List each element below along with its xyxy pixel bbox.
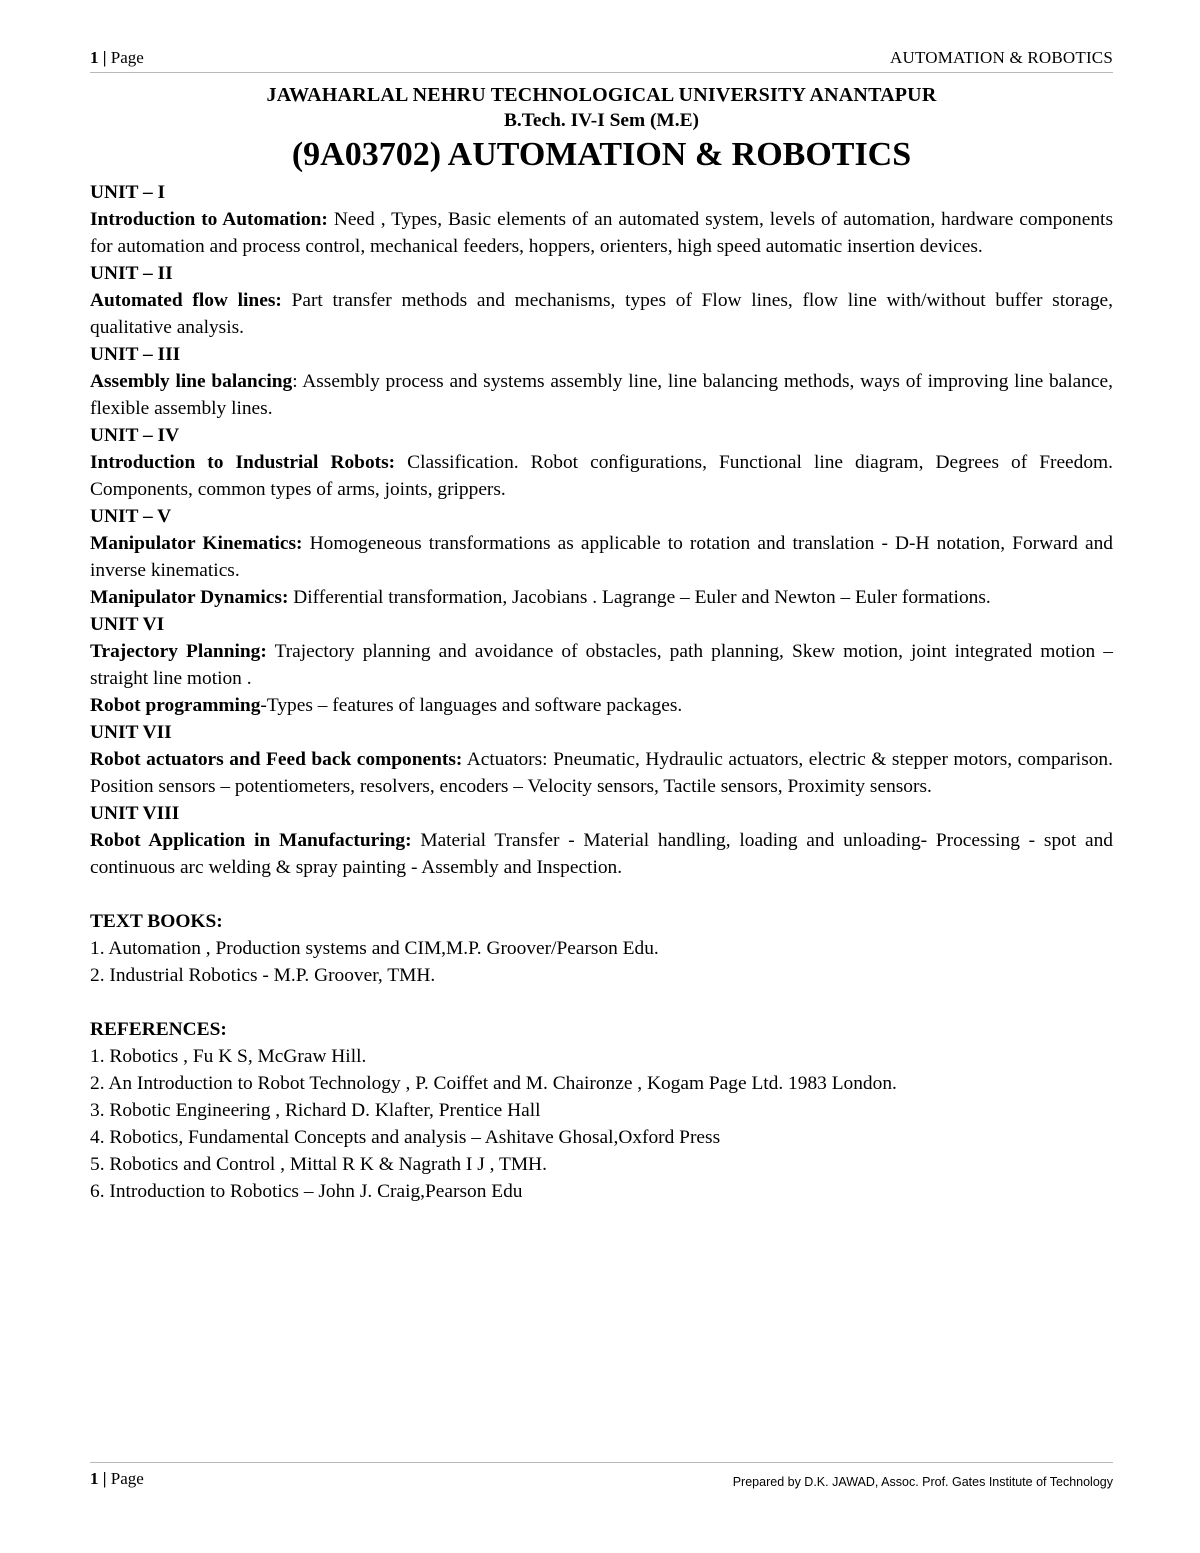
text-books-list [90,935,1113,989]
unit-topic [90,827,1113,881]
unit-heading: UNIT – V [90,506,172,527]
page-content [90,82,1113,1205]
topic-title: Robot actuators and Feed back components: [90,749,463,770]
unit-heading: UNIT – I [90,182,166,203]
references-list [90,1043,1113,1205]
course-title: (9A03702) AUTOMATION & ROBOTICS [291,136,912,173]
topic-title: Assembly line balancing [90,371,293,392]
unit-heading: UNIT VII [90,722,172,743]
topic-title: Automated flow lines: [90,290,282,311]
unit-topic [90,287,1113,341]
unit-topic [90,368,1113,422]
unit-heading: UNIT – II [90,263,173,284]
text-book-item: 1. Automation , Production systems and CIM,M.P. Groover/Pearson Edu. [90,938,659,959]
topic-title: Introduction to Automation: [90,209,328,230]
topic-title: Manipulator Kinematics: [90,533,303,554]
unit-heading: UNIT – IV [90,425,180,446]
text-book-item: 2. Industrial Robotics - M.P. Groover, TMH. [90,965,436,986]
page-header [90,46,1113,73]
unit-topic [90,206,1113,260]
topic-title: Trajectory Planning: [90,641,267,662]
unit-heading: UNIT – III [90,344,181,365]
unit-heading: UNIT VIII [90,803,180,824]
reference-item: 3. Robotic Engineering , Richard D. Klafter, Prentice Hall [90,1100,541,1121]
syllabus-units [90,179,1113,881]
topic-title: Robot Application in Manufacturing: [90,830,412,851]
reference-item: 4. Robotics, Fundamental Concepts and analysis – Ashitave Ghosal,Oxford Press [90,1127,721,1148]
topic-text: Differential transformation, Jacobians . Lagrange – Euler and Newton – Euler formations. [288,587,991,608]
prepared-by: Prepared by D.K. JAWAD, Assoc. Prof. Gates Institute of Technology [732,1475,1113,1489]
topic-text: Classification. Robot configurations, Functional line diagram, Degrees of Freedom. Components, common types of arms, joints, grippers. [90,452,1113,500]
references-heading: REFERENCES: [90,1019,227,1040]
topic-text: Material Transfer - Material handling, loading and unloading- Processing - spot and continuous arc welding & spray painting - Assembly and Inspection. [90,830,1113,878]
topic-text: Need , Types, Basic elements of an automated system, levels of automation, hardware components for automation and process control, mechanical feeders, hoppers, orienters, high speed automatic insertion devices. [90,209,1113,257]
unit-topic [90,449,1113,503]
topic-text: Actuators: Pneumatic, Hydraulic actuators, electric & stepper motors, comparison. Position sensors – potentiometers, resolvers, encoders – Velocity sensors, Tactile sensors, Proximity sensors. [90,749,1113,797]
topic-title: Introduction to Industrial Robots: [90,452,396,473]
footer-page-number: 1 | Page [90,1469,144,1488]
topic-text: Part transfer methods and mechanisms, types of Flow lines, flow line with/without buffer storage, qualitative analysis. [90,290,1113,338]
reference-item: 5. Robotics and Control , Mittal R K & Nagrath I J , TMH. [90,1154,547,1175]
unit-topic [90,746,1113,800]
unit-topic [90,530,1113,584]
text-books-heading: TEXT BOOKS: [90,911,223,932]
topic-text: : Assembly process and systems assembly line, line balancing methods, ways of improving line balance, flexible assembly lines. [90,371,1113,419]
reference-item: 2. An Introduction to Robot Technology , P. Coiffet and M. Chaironze , Kogam Page Ltd. 1983 London. [90,1073,897,1094]
reference-item: 1. Robotics , Fu K S, McGraw Hill. [90,1046,367,1067]
reference-item: 6. Introduction to Robotics – John J. Craig,Pearson Edu [90,1181,523,1202]
topic-text: Homogeneous transformations as applicable to rotation and translation - D-H notation, Forward and inverse kinematics. [90,533,1113,581]
topic-text: Trajectory planning and avoidance of obstacles, path planning, Skew motion, joint integrated motion – straight line motion . [90,641,1113,689]
page-footer [90,1462,1113,1497]
topic-title: Manipulator Dynamics: [90,587,289,608]
header-document-title: AUTOMATION & ROBOTICS [889,48,1113,67]
topic-title: Robot programming [90,695,261,716]
header-page-number: 1 | Page [90,48,144,67]
unit-topic [90,638,1113,692]
semester-info: B.Tech. IV-I Sem (M.E) [504,110,699,131]
topic-text: -Types – features of languages and software packages. [260,695,683,716]
university-name: JAWAHARLAL NEHRU TECHNOLOGICAL UNIVERSITY ANANTAPUR [266,84,937,106]
unit-heading: UNIT VI [90,614,165,635]
unit-topic [90,584,1113,611]
unit-topic [90,692,1113,719]
